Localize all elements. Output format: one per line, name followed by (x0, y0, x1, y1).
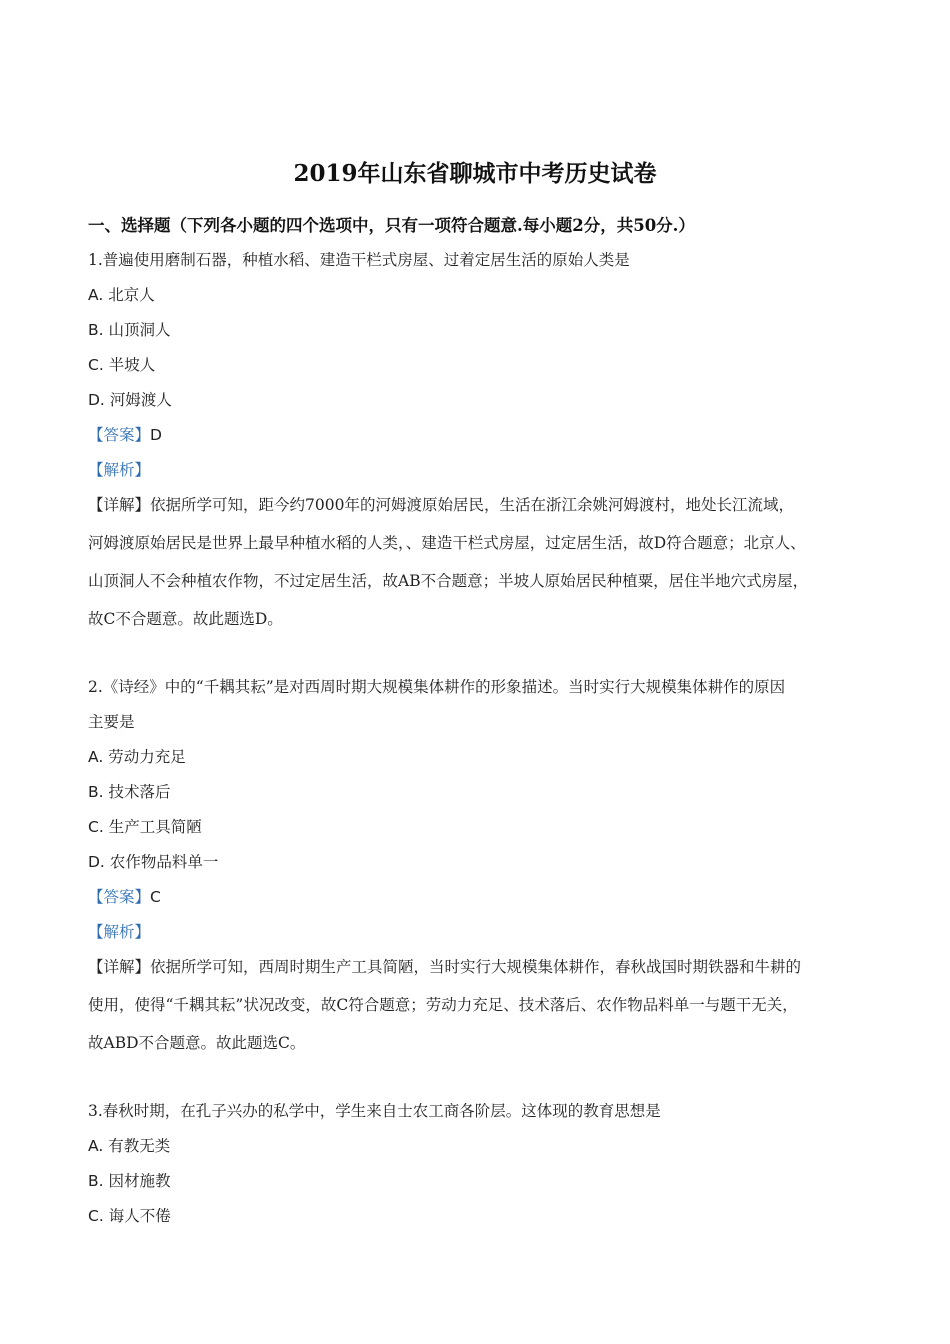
question-2-option-c (88, 814, 202, 840)
detail-tag: 【详解】 (88, 958, 151, 976)
option-text: 半坡人 (108, 356, 156, 374)
option-text: 北京人 (108, 286, 155, 304)
question-1-option-a (88, 282, 155, 308)
question-1-answer (88, 422, 162, 448)
detail-tag: 【详解】 (88, 496, 151, 514)
question-2-option-d (88, 849, 218, 875)
option-text: 农作物品料单一 (109, 853, 219, 871)
answer-value: C (150, 888, 161, 906)
option-letter: B. (88, 321, 104, 339)
question-2-stem-line-1: 2.《诗经》中的“千耦其耘”是对西周时期大规模集体耕作的形象描述。当时实行大规模集体耕作的原因 (88, 678, 786, 696)
question-1-analysis (88, 457, 150, 483)
question-1-detail-line-2: 河姆渡原始居民是世界上最早种植水稻的人类，、建造干栏式房屋，过定居生活，故D符合题意；北京人、 (88, 534, 806, 552)
question-2-answer (88, 884, 161, 910)
question-1-stem: 1.普遍使用磨制石器，种植水稻、建造干栏式房屋、过着定居生活的原始人类是 (88, 251, 630, 269)
option-text: 河姆渡人 (109, 391, 172, 409)
detail-text: 依据所学可知，距今约7000年的河姆渡原始居民，生活在浙江余姚河姆渡村，地处长江流域， (150, 496, 794, 514)
question-3-option-a (88, 1133, 170, 1159)
analysis-tag: 【解析】 (88, 923, 151, 941)
option-letter: B. (88, 783, 104, 801)
question-1-detail-line-1 (88, 492, 794, 518)
option-text: 诲人不倦 (108, 1207, 171, 1225)
question-2-option-a (88, 744, 186, 770)
option-letter: C. (88, 356, 104, 374)
question-2-detail-line-2: 使用，使得“千耦其耘”状况改变，故C符合题意；劳动力充足、技术落后、农作物品料单一与题干无关， (88, 996, 798, 1014)
section-heading: 一、选择题（下列各小题的四个选项中，只有一项符合题意.每小题2分，共50分.） (88, 216, 695, 235)
detail-text: 依据所学可知，西周时期生产工具简陋，当时实行大规模集体耕作，春秋战国时期铁器和牛耕的 (150, 958, 802, 976)
page-title: 2019年山东省聊城市中考历史试卷 (293, 160, 657, 187)
option-letter: C. (88, 818, 104, 836)
question-3-option-c (88, 1203, 171, 1229)
question-1-option-c (88, 352, 155, 378)
option-letter: B. (88, 1172, 104, 1190)
option-letter: A. (88, 1137, 104, 1155)
option-text: 生产工具简陋 (108, 818, 202, 836)
option-text: 劳动力充足 (108, 748, 186, 766)
question-1-option-b (88, 317, 171, 343)
question-2-detail-line-1 (88, 954, 801, 980)
question-2-analysis (88, 919, 150, 945)
answer-value: D (150, 426, 162, 444)
question-1-detail-line-4: 故C不合题意。故此题选D。 (88, 610, 283, 628)
option-letter: D. (88, 391, 105, 409)
option-text: 山顶洞人 (108, 321, 171, 339)
question-3-option-b (88, 1168, 171, 1194)
question-3-stem: 3.春秋时期，在孔子兴办的私学中，学生来自士农工商各阶层。这体现的教育思想是 (88, 1102, 661, 1120)
answer-tag: 【答案】 (88, 888, 151, 906)
question-1-detail-line-3: 山顶洞人不会种植农作物，不过定居生活，故AB不合题意；半坡人原始居民种植粟，居住半地穴式房屋， (88, 572, 809, 590)
question-2-stem-line-2: 主要是 (88, 713, 135, 731)
option-text: 因材施教 (108, 1172, 171, 1190)
question-2-option-b (88, 779, 171, 805)
option-text: 技术落后 (108, 783, 171, 801)
option-letter: A. (88, 748, 104, 766)
answer-tag: 【答案】 (88, 426, 151, 444)
question-2-detail-line-3: 故ABD不合题意。故此题选C。 (88, 1034, 306, 1052)
question-1-option-d (88, 387, 172, 413)
analysis-tag: 【解析】 (88, 461, 151, 479)
option-letter: C. (88, 1207, 104, 1225)
option-text: 有教无类 (108, 1137, 171, 1155)
option-letter: D. (88, 853, 105, 871)
option-letter: A. (88, 286, 104, 304)
